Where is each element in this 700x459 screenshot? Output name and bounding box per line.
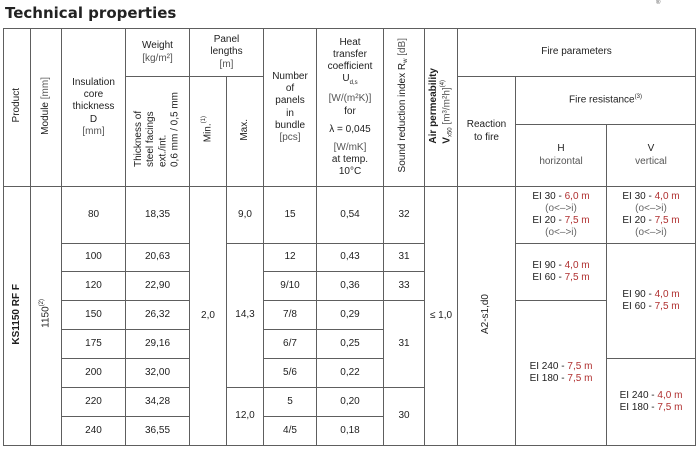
corner-mark: ® <box>656 0 661 6</box>
bundle-cell: 4/5 <box>264 417 317 446</box>
max-length-cell: 14,3 <box>227 244 264 388</box>
table-row <box>4 187 696 244</box>
thickness-cell: 200 <box>62 359 126 388</box>
fire-h-group-2: EI 90 - 4,0 m EI 60 - 7,5 m <box>516 244 607 301</box>
thickness-cell: 100 <box>62 244 126 272</box>
header-weight: Weight [kg/m²] <box>126 29 190 77</box>
fire-h-group-1: EI 30 - 6,0 m (o<–>i) EI 20 - 7,5 m (o<–>i) <box>516 187 607 244</box>
bundle-cell: 9/10 <box>264 272 317 301</box>
weight-cell: 32,00 <box>126 359 190 388</box>
u-value-cell: 0,22 <box>317 359 384 388</box>
header-min-label: Min.$^{(1)}$ <box>201 116 214 143</box>
weight-cell: 36,55 <box>126 417 190 446</box>
header-module-label: Module [mm] <box>39 76 51 135</box>
header-number-of-panels: Number of panels in bundle [pcs] <box>264 29 317 187</box>
header-panel-lengths: Panel lengths [m] <box>190 29 264 77</box>
thickness-cell: 175 <box>62 330 126 359</box>
u-value-cell: 0,29 <box>317 301 384 330</box>
header-reaction-to-fire: Reaction to fire <box>458 77 516 187</box>
header-max-length <box>227 77 264 187</box>
sound-cell: 30 <box>384 388 425 446</box>
u-value-cell: 0,43 <box>317 244 384 272</box>
fire-v-group-3: EI 240 - 4,0 m EI 180 - 7,5 m <box>607 359 696 446</box>
sound-cell: 32 <box>384 187 425 244</box>
u-value-cell: 0,18 <box>317 417 384 446</box>
fire-v-group-2: EI 90 - 4,0 m EI 60 - 7,5 m <box>607 244 696 359</box>
bundle-cell: 6/7 <box>264 330 317 359</box>
min-length-cell: 2,0 <box>190 187 227 446</box>
thickness-cell: 120 <box>62 272 126 301</box>
table-row <box>4 244 696 272</box>
reaction-to-fire-cell <box>458 187 516 446</box>
header-sound-label: Sound reduction index $R_w$ [dB] <box>397 38 410 173</box>
module-value: 1150$^{(2)}$ <box>39 299 52 329</box>
sound-cell: 31 <box>384 301 425 388</box>
bundle-cell: 5 <box>264 388 317 417</box>
weight-cell: 22,90 <box>126 272 190 301</box>
product-name-cell <box>4 187 31 446</box>
u-value-cell: 0,36 <box>317 272 384 301</box>
table-row <box>4 301 696 330</box>
weight-cell: 26,32 <box>126 301 190 330</box>
reaction-to-fire-value: A2-s1,d0 <box>480 293 492 334</box>
sound-cell: 31 <box>384 244 425 272</box>
weight-cell: 34,28 <box>126 388 190 417</box>
header-horizontal: H horizontal <box>516 125 607 187</box>
max-length-cell: 9,0 <box>227 187 264 244</box>
thickness-cell: 220 <box>62 388 126 417</box>
bundle-cell: 12 <box>264 244 317 272</box>
header-fire-resistance: Fire resistance$^{(3)}$ <box>516 77 696 125</box>
u-value-cell: 0,20 <box>317 388 384 417</box>
thickness-cell: 240 <box>62 417 126 446</box>
thickness-cell: 150 <box>62 301 126 330</box>
header-air-label: Air permeability <box>427 67 439 144</box>
header-product <box>4 29 31 187</box>
header-insulation: Insulation core thickness D [mm] <box>62 29 126 187</box>
fire-h-group-3: EI 240 - 7,5 m EI 180 - 7,5 m <box>516 301 607 446</box>
product-name: KS1150 RF F <box>10 283 22 345</box>
bundle-cell: 5/6 <box>264 359 317 388</box>
header-heat-transfer: Heat transfer coefficient $U_{d,s}$ [W/(m²K)] for λ = 0,045 [W/mK] at temp. 10°C <box>317 29 384 187</box>
header-min-length <box>190 77 227 187</box>
bundle-cell: 15 <box>264 187 317 244</box>
header-weight-sub <box>126 77 190 187</box>
weight-cell: 18,35 <box>126 187 190 244</box>
sound-cell: 33 <box>384 272 425 301</box>
header-air-permeability: Air permeability $V_{x50}$ $[m^3/m^2h]^{(4)}$ <box>425 29 458 187</box>
max-length-cell: 12,0 <box>227 388 264 446</box>
thickness-cell: 80 <box>62 187 126 244</box>
header-module <box>31 29 62 187</box>
page-title: Technical properties <box>5 4 177 22</box>
module-cell <box>31 187 62 446</box>
fire-v-group-1: EI 30 - 4,0 m (o<–>i) EI 20 - 7,5 m (o<–>i) <box>607 187 696 244</box>
header-max-label: Max. <box>238 118 250 141</box>
technical-properties-table <box>3 28 696 446</box>
weight-cell: 20,63 <box>126 244 190 272</box>
header-product-label: Product <box>10 88 22 123</box>
u-value-cell: 0,54 <box>317 187 384 244</box>
header-weight-sub-label: Thickness of steel facings ext./int. 0,6 mm / 0,5 mm <box>133 91 181 167</box>
weight-cell: 29,16 <box>126 330 190 359</box>
air-permeability-cell: ≤ 1,0 <box>425 187 458 446</box>
bundle-cell: 7/8 <box>264 301 317 330</box>
header-fire-parameters: Fire parameters <box>458 29 696 77</box>
u-value-cell: 0,25 <box>317 330 384 359</box>
header-vertical: V vertical <box>607 125 696 187</box>
header-sound-reduction <box>384 29 425 187</box>
